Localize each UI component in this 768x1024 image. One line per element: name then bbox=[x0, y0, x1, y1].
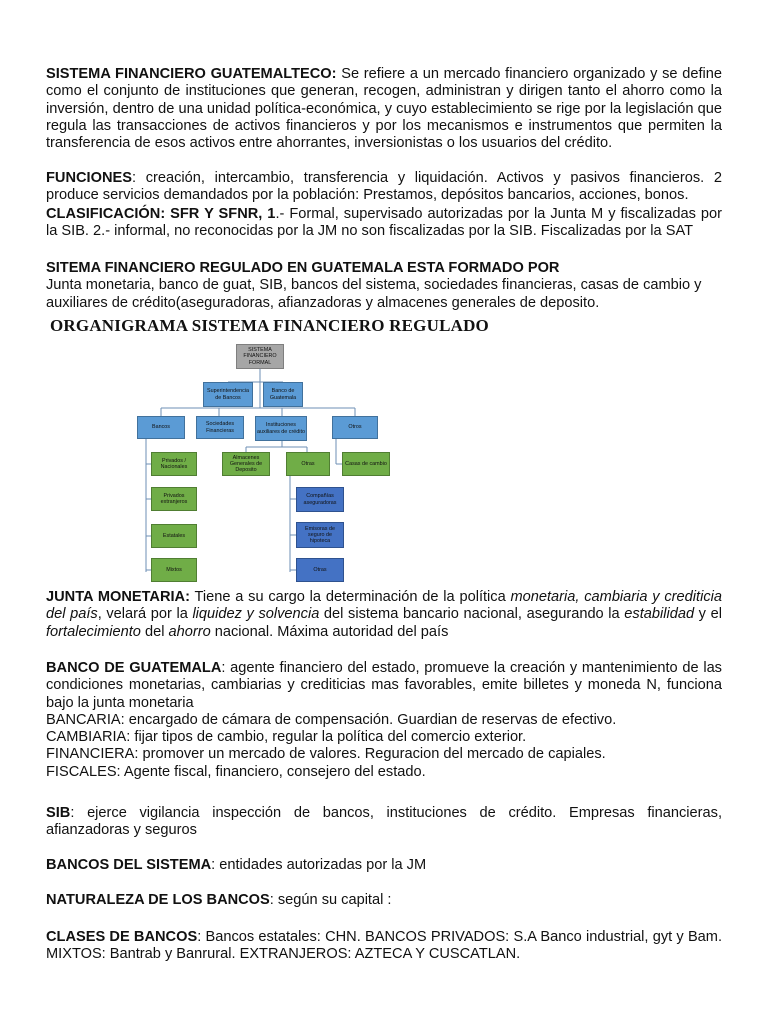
term-junta-monetaria: JUNTA MONETARIA: bbox=[46, 589, 190, 605]
org-node-privados-extranjeros: Privados extranjeros bbox=[151, 487, 197, 511]
org-node-emisoras-seguro-hipoteca: Emisoras de seguro de hipoteca bbox=[296, 522, 344, 548]
org-node-privados-nacionales: Privados / Nacionales bbox=[151, 452, 197, 476]
heading-regulado: SITEMA FINANCIERO REGULADO EN GUATEMALA ESTA FORMADO POR bbox=[46, 260, 560, 276]
section-bancos-sistema: BANCOS DEL SISTEMA: entidades autorizadas por la JM bbox=[46, 857, 427, 873]
org-node-sociedades-financieras: Sociedades Financieras bbox=[196, 416, 244, 439]
term-funciones: FUNCIONES bbox=[46, 170, 132, 186]
term-bancos-sistema: BANCOS DEL SISTEMA bbox=[46, 857, 212, 873]
term-banco-guatemala: BANCO DE GUATEMALA bbox=[46, 660, 222, 676]
org-node-otros-aseguradoras: Otras bbox=[296, 558, 344, 582]
line-bancaria: BANCARIA: encargado de cámara de compensación. Guardian de reservas de efectivo. bbox=[46, 711, 617, 728]
text-sistema-financiero: Se refiere a un mercado financiero organizado y se define como el conjunto de instituciones que generan, recogen, administran y dirigen tanto el ahorro como la inversión, dentro de una unidad política-económica, y cuyo establecimiento se rige por la legislación que regula las transacciones de activos financieros y por los mecanismos e instrumentos que permiten la transferencia de esos activos entre ahorrantes, inversionistas o los usuarios del crédito. bbox=[46, 66, 722, 152]
term-sib: SIB bbox=[46, 805, 71, 821]
section-banco-guatemala: BANCO DE GUATEMALA: agente financiero del estado, promueve la creación y mantenimiento de las condiciones monetarias, cambiarias y crediticias mas favorables, emite billetes y moneda N, funciona bajo la junta monetaria BANCARIA: encargado de cámara de compensación. Guardian de reservas de efectivo. CAMBIARIA: fijar tipos de cambio, regular la política del comercio exterior. FINANCIERA: promover un mercado de valores. Reguracion del mercado de capiales. FISCALES: Agente fiscal, financiero, consejero del estado. bbox=[46, 660, 722, 780]
org-node-sistema-financiero-formal: SISTEMA FINANCIERO FORMAL bbox=[236, 344, 284, 369]
text-regulado: Junta monetaria, banco de guat, SIB, bancos del sistema, sociedades financieras, casas de cambio y auxiliares de crédito(aseguradoras, afianzadoras y almacenes generales de deposito. bbox=[46, 277, 702, 311]
org-node-banco-guatemala: Banco de Guatemala bbox=[263, 382, 303, 407]
section-clases-bancos: CLASES DE BANCOS: Bancos estatales: CHN. BANCOS PRIVADOS: S.A Banco industrial, gyt y Bam. MIXTOS: Bantrab y Banrural. EXTRANJEROS: AZTECA Y CUSCATLAN. bbox=[46, 929, 723, 963]
organigrama-title: ORGANIGRAMA SISTEMA FINANCIERO REGULADO bbox=[50, 316, 489, 335]
line-cambiaria: CAMBIARIA: fijar tipos de cambio, regular la política del comercio exterior. bbox=[46, 729, 527, 746]
org-node-otros-auxiliares: Otras bbox=[286, 452, 330, 476]
org-node-estatales: Estatales bbox=[151, 524, 197, 548]
text-funciones: : creación, intercambio, transferencia y liquidación. Activos y pasivos financieros. 2 produce servicios demandados por la población: Prestamos, depósitos bancarios, acciones, bonos. bbox=[46, 170, 722, 204]
org-node-instituciones-auxiliares: Instituciones auxiliares de crédito bbox=[255, 416, 307, 441]
text-clasificacion: .- Formal, supervisado autorizadas por la Junta M y fiscalizadas por la SIB. 2.- informal, no reconocidas por la JM no son fiscalizadas por la SIB. Fiscalizadas por la SAT bbox=[46, 206, 722, 240]
org-node-companias-aseguradoras: Compañías aseguradoras bbox=[296, 487, 344, 512]
line-fiscales: FISCALES: Agente fiscal, financiero, consejero del estado. bbox=[46, 763, 426, 780]
term-sistema-financiero: SISTEMA FINANCIERO GUATEMALTECO: bbox=[46, 66, 337, 82]
term-clasificacion: CLASIFICACIÓN: SFR Y SFNR, 1 bbox=[46, 206, 276, 222]
org-node-mixtos: Mixtos bbox=[151, 558, 197, 582]
org-node-bancos: Bancos bbox=[137, 416, 185, 439]
org-node-superintendencia: Superintendencia de Bancos bbox=[203, 382, 253, 407]
org-node-casas-de-cambio: Casas de cambio bbox=[342, 452, 390, 476]
org-node-otros-top: Otros bbox=[332, 416, 378, 439]
section-junta-monetaria: JUNTA MONETARIA: Tiene a su cargo la determinación de la política monetaria, cambiaria y crediticia del país, velará por la liquidez y solvencia del sistema bancario nacional, asegurando la estabilidad y el fortalecimiento del ahorro nacional. Máxima autoridad del país bbox=[46, 589, 722, 640]
line-financiera: FINANCIERA: promover un mercado de valores. Reguracion del mercado de capiales. bbox=[46, 746, 606, 763]
org-node-almacenes-generales: Almacenes Generales de Deposito bbox=[222, 452, 270, 476]
section-sib: SIB: ejerce vigilancia inspección de bancos, instituciones de crédito. Empresas financieras, afianzadoras y seguros bbox=[46, 805, 722, 839]
term-naturaleza: NATURALEZA DE LOS BANCOS bbox=[46, 892, 270, 908]
section-naturaleza: NATURALEZA DE LOS BANCOS: según su capital : bbox=[46, 892, 392, 908]
term-clases-bancos: CLASES DE BANCOS bbox=[46, 929, 198, 945]
